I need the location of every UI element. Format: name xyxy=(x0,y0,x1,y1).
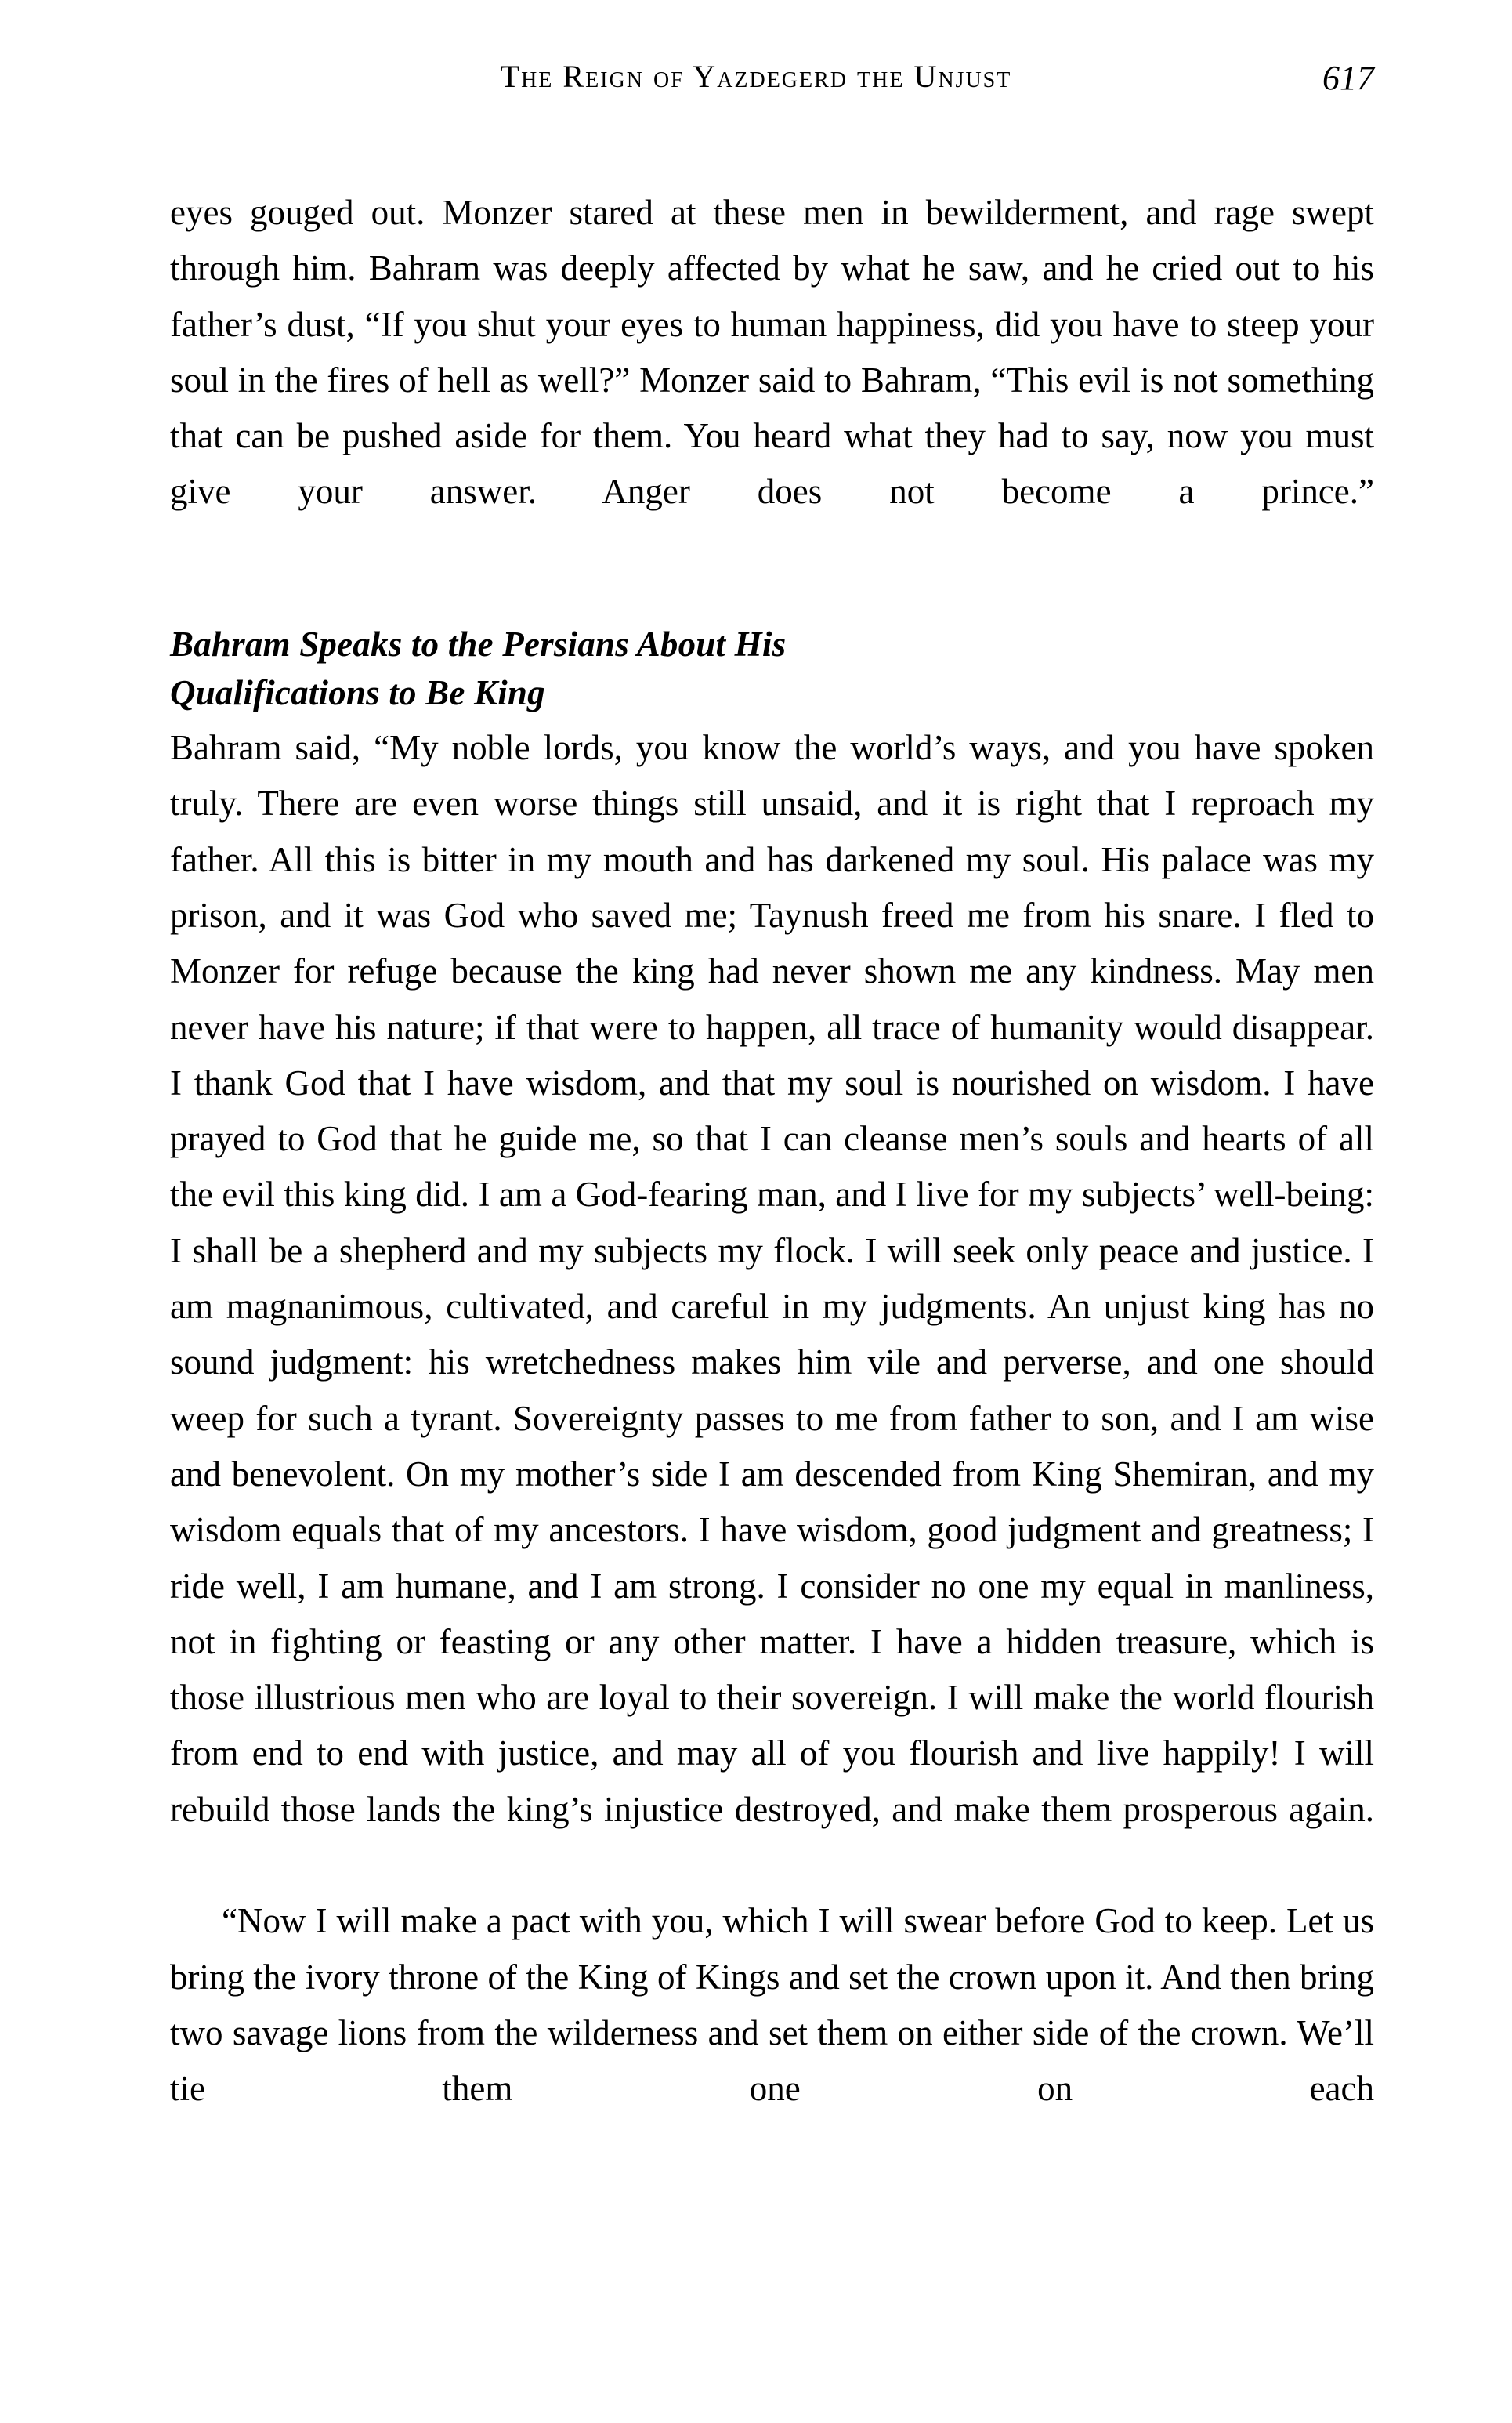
section-heading-line-2: Qualifications to Be King xyxy=(170,673,545,713)
body-paragraph-2: Bahram said, “My noble lords, you know the world’s ways, and you have spoken truly. There are even worse things still unsaid, and it is right that I reproach my father. All this is bitter in my mouth and has darkened my soul. His palace was my prison, and it was God who saved me; Taynush freed me from his snare. I fled to Monzer for refuge because the king had never shown me any kindness. May men never have his nature; if that were to happen, all trace of humanity would disappear. I thank God that I have wisdom, and that my soul is nourished on wisdom. I have prayed to God that he guide me, so that I can cleanse men’s souls and hearts of all the evil this king did. I am a God-fearing man, and I live for my subjects’ well-being: I shall be a shepherd and my subjects my flock. I will seek only peace and justice. I am magnanimous, cultivated, and careful in my judgments. An unjust king has no sound judgment: his wretchedness makes him vile and perverse, and one should weep for such a tyrant. Sovereignty passes to me from father to son, and I am wise and benevolent. On my mother’s side I am descended from King Shemiran, and my wisdom equals that of my ancestors. I have wisdom, good judgment and greatness; I ride well, I am humane, and I am strong. I consider no one my equal in manliness, not in fighting or feasting or any other matter. I have a hidden treasure, which is those illustrious men who are loyal to their sovereign. I will make the world flourish from end to end with justice, and may all of you flourish and live happily! I will rebuild those lands the king’s injustice destroyed, and make them prosperous again. xyxy=(170,728,1374,1829)
paragraph-gap xyxy=(170,576,1374,592)
running-head xyxy=(0,56,1512,111)
section-heading xyxy=(170,592,1374,720)
running-head-title: The Reign of Yazdegerd the Unjust xyxy=(500,59,1012,94)
body-paragraph-1: eyes gouged out. Monzer stared at these men in bewilderment, and rage swept through him. Bahram was deeply affected by what he saw, and he cried out to his father’s dust, “If you shut your eyes to human happiness, did you have to steep your soul in the fires of hell as well?” Monzer said to Bahram, “This evil is not something that can be pushed aside for them. You heard what they had to say, now you must give your answer. Anger does not become a prince.” xyxy=(170,193,1374,512)
text-block xyxy=(170,185,1374,2173)
body-paragraph-3: “Now I will make a pact with you, which I will swear before God to keep. Let us bring the ivory throne of the King of Kings and set the crown upon it. And then bring two savage lions from the wilderness and set them on either side of the crown. We’ll tie them one on each xyxy=(170,1901,1374,2109)
section-heading-line-1: Bahram Speaks to the Persians About His xyxy=(170,625,787,665)
page-number: 617 xyxy=(1322,59,1374,97)
